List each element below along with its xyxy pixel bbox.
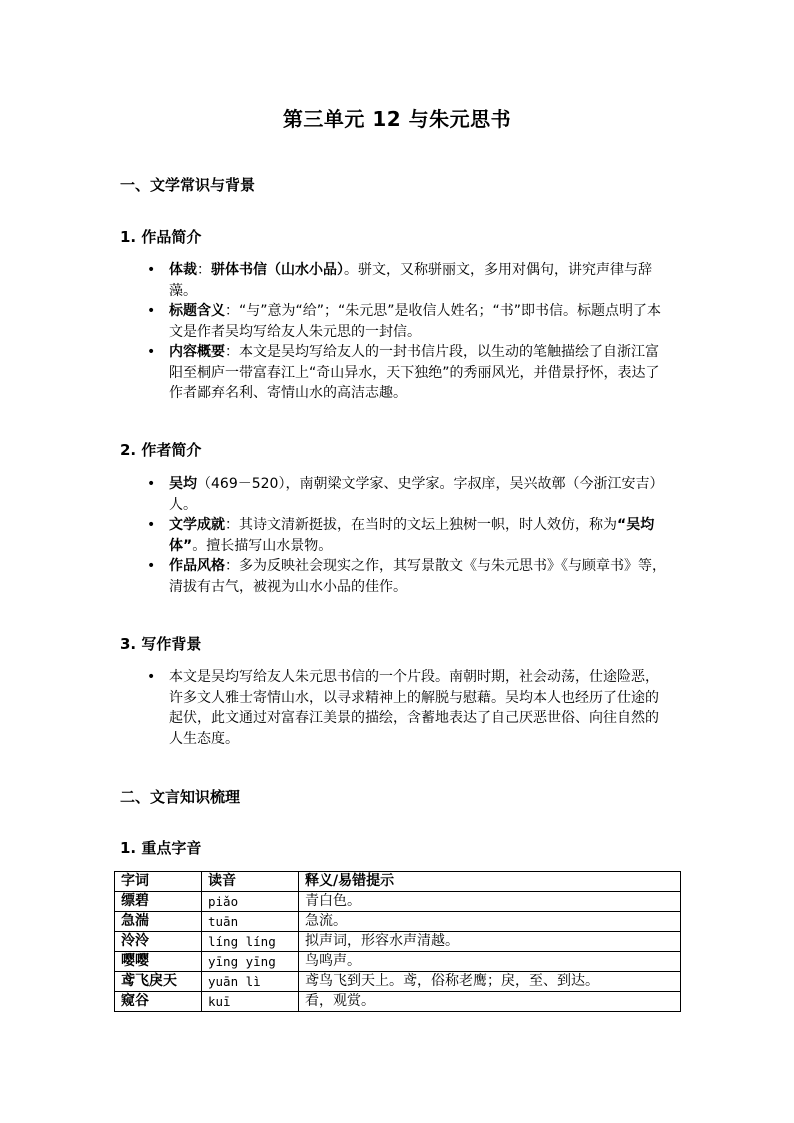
table-row — [115, 972, 681, 992]
list-item — [147, 667, 667, 749]
style-name: “吴均体” — [169, 517, 655, 554]
term-label: 吴均 — [169, 476, 197, 492]
term-separator: ： — [197, 262, 211, 278]
list-item — [147, 474, 667, 515]
table-cell-meaning: 鸢鸟飞到天上。鸢，俗称老鹰；戾，至、到达。 — [299, 972, 681, 992]
table-cell-word: 鸢飞戾天 — [115, 972, 202, 992]
term-label: 标题含义 — [169, 303, 225, 319]
item-text: （469－520），南朝梁文学家、史学家。字叔庠，吴兴故鄣（今浙江安吉）人。 — [169, 476, 664, 513]
item-text: 本文是吴均写给友人的一封书信片段，以生动的笔触描绘了自浙江富阳至桐庐一带富春江上“奇山异水，天下独绝”的秀丽风光，并借景抒怀，表达了作者鄙弃名利、寄情山水的高洁志趣。 — [169, 344, 660, 401]
list-item — [147, 515, 667, 556]
table-cell-meaning: 拟声词，形容水声清越。 — [299, 932, 681, 952]
table-cell-pinyin: yuān lì — [202, 972, 299, 992]
list-item — [147, 301, 667, 342]
bullet-icon: • — [147, 517, 156, 533]
bullet-icon: • — [147, 476, 156, 492]
bullet-icon: • — [147, 669, 156, 685]
table-cell-pinyin: tuān — [202, 912, 299, 932]
term-label: 体裁 — [169, 262, 197, 278]
table-cell-word: 急湍 — [115, 912, 202, 932]
page-title: 第三单元 12 与朱元思书 — [282, 107, 512, 131]
term-separator: ： — [225, 558, 239, 574]
table-cell-meaning: 青白色。 — [299, 892, 681, 912]
section-heading-classical: 二、文言知识梳理 — [120, 788, 241, 806]
author-intro-list — [147, 474, 667, 597]
table-row — [115, 892, 681, 912]
table-cell-meaning: 看，观赏。 — [299, 992, 681, 1012]
table-cell-meaning: 鸟鸣声。 — [299, 952, 681, 972]
section-heading-literature: 一、文学常识与背景 — [120, 176, 256, 194]
item-text-tail: 。擅长描写山水景物。 — [192, 537, 333, 554]
table-cell-pinyin: kuī — [202, 992, 299, 1012]
work-intro-list — [147, 260, 667, 404]
item-text: 本文是吴均写给友人朱元思书信的一个片段。南朝时期，社会动荡，仕途险恶，许多文人雅士寄情山水，以寻求精神上的解脱与慰藉。吴均本人也经历了仕途的起伏，此文通过对富春江美景的描绘，含蓄地表达了自己厌恶世俗、向往自然的人生态度。 — [169, 669, 659, 747]
bullet-icon: • — [147, 558, 156, 574]
term-label: 内容概要 — [169, 344, 225, 360]
column-header-meaning: 释义/易错提示 — [299, 872, 681, 892]
table-cell-pinyin: yīng yīng — [202, 952, 299, 972]
item-text: “与”意为“给”；“朱元思”是收信人姓名；“书”即书信。标题点明了本文是作者吴均写给友人朱元思的一封信。 — [169, 303, 662, 340]
table-cell-word: 嘤嘤 — [115, 952, 202, 972]
table-cell-pinyin: piǎo — [202, 892, 299, 912]
table-cell-word: 窥谷 — [115, 992, 202, 1012]
bullet-icon: • — [147, 262, 156, 278]
term-separator: ： — [225, 303, 239, 319]
table-row — [115, 952, 681, 972]
list-item — [147, 342, 667, 404]
table-row — [115, 932, 681, 952]
table-cell-pinyin: líng líng — [202, 932, 299, 952]
bullet-icon: • — [147, 303, 156, 319]
table-row — [115, 992, 681, 1012]
column-header-word: 字词 — [115, 872, 202, 892]
table-cell-meaning: 急流。 — [299, 912, 681, 932]
background-list — [147, 667, 667, 749]
term-separator: ： — [225, 344, 239, 360]
bullet-icon: • — [147, 344, 156, 360]
list-item — [147, 260, 667, 301]
table-cell-word: 泠泠 — [115, 932, 202, 952]
genre-value: 骈体书信（山水小品） — [211, 262, 344, 278]
subheading-author-intro: 2. 作者简介 — [120, 441, 202, 459]
item-text: 多为反映社会现实之作，其写景散文《与朱元思书》《与顾章书》等，清拔有古气，被视为山水小品的佳作。 — [169, 558, 666, 595]
term-label: 文学成就 — [169, 517, 225, 533]
term-separator: ： — [225, 517, 239, 533]
table-cell-word: 缥碧 — [115, 892, 202, 912]
subheading-pronunciation: 1. 重点字音 — [120, 839, 202, 857]
list-item — [147, 556, 667, 597]
item-text: 。骈文，又称骈丽文，多用对偶句，讲究声律与辞藻。 — [169, 262, 652, 299]
term-label: 作品风格 — [169, 558, 225, 574]
subheading-background: 3. 写作背景 — [120, 635, 202, 653]
column-header-pinyin: 读音 — [202, 872, 299, 892]
subheading-work-intro: 1. 作品简介 — [120, 228, 202, 246]
item-text: 其诗文清新挺拔，在当时的文坛上独树一帜，时人效仿，称为 — [239, 517, 617, 533]
table-row — [115, 912, 681, 932]
table-header-row — [115, 872, 681, 892]
pronunciation-table — [114, 871, 681, 1012]
